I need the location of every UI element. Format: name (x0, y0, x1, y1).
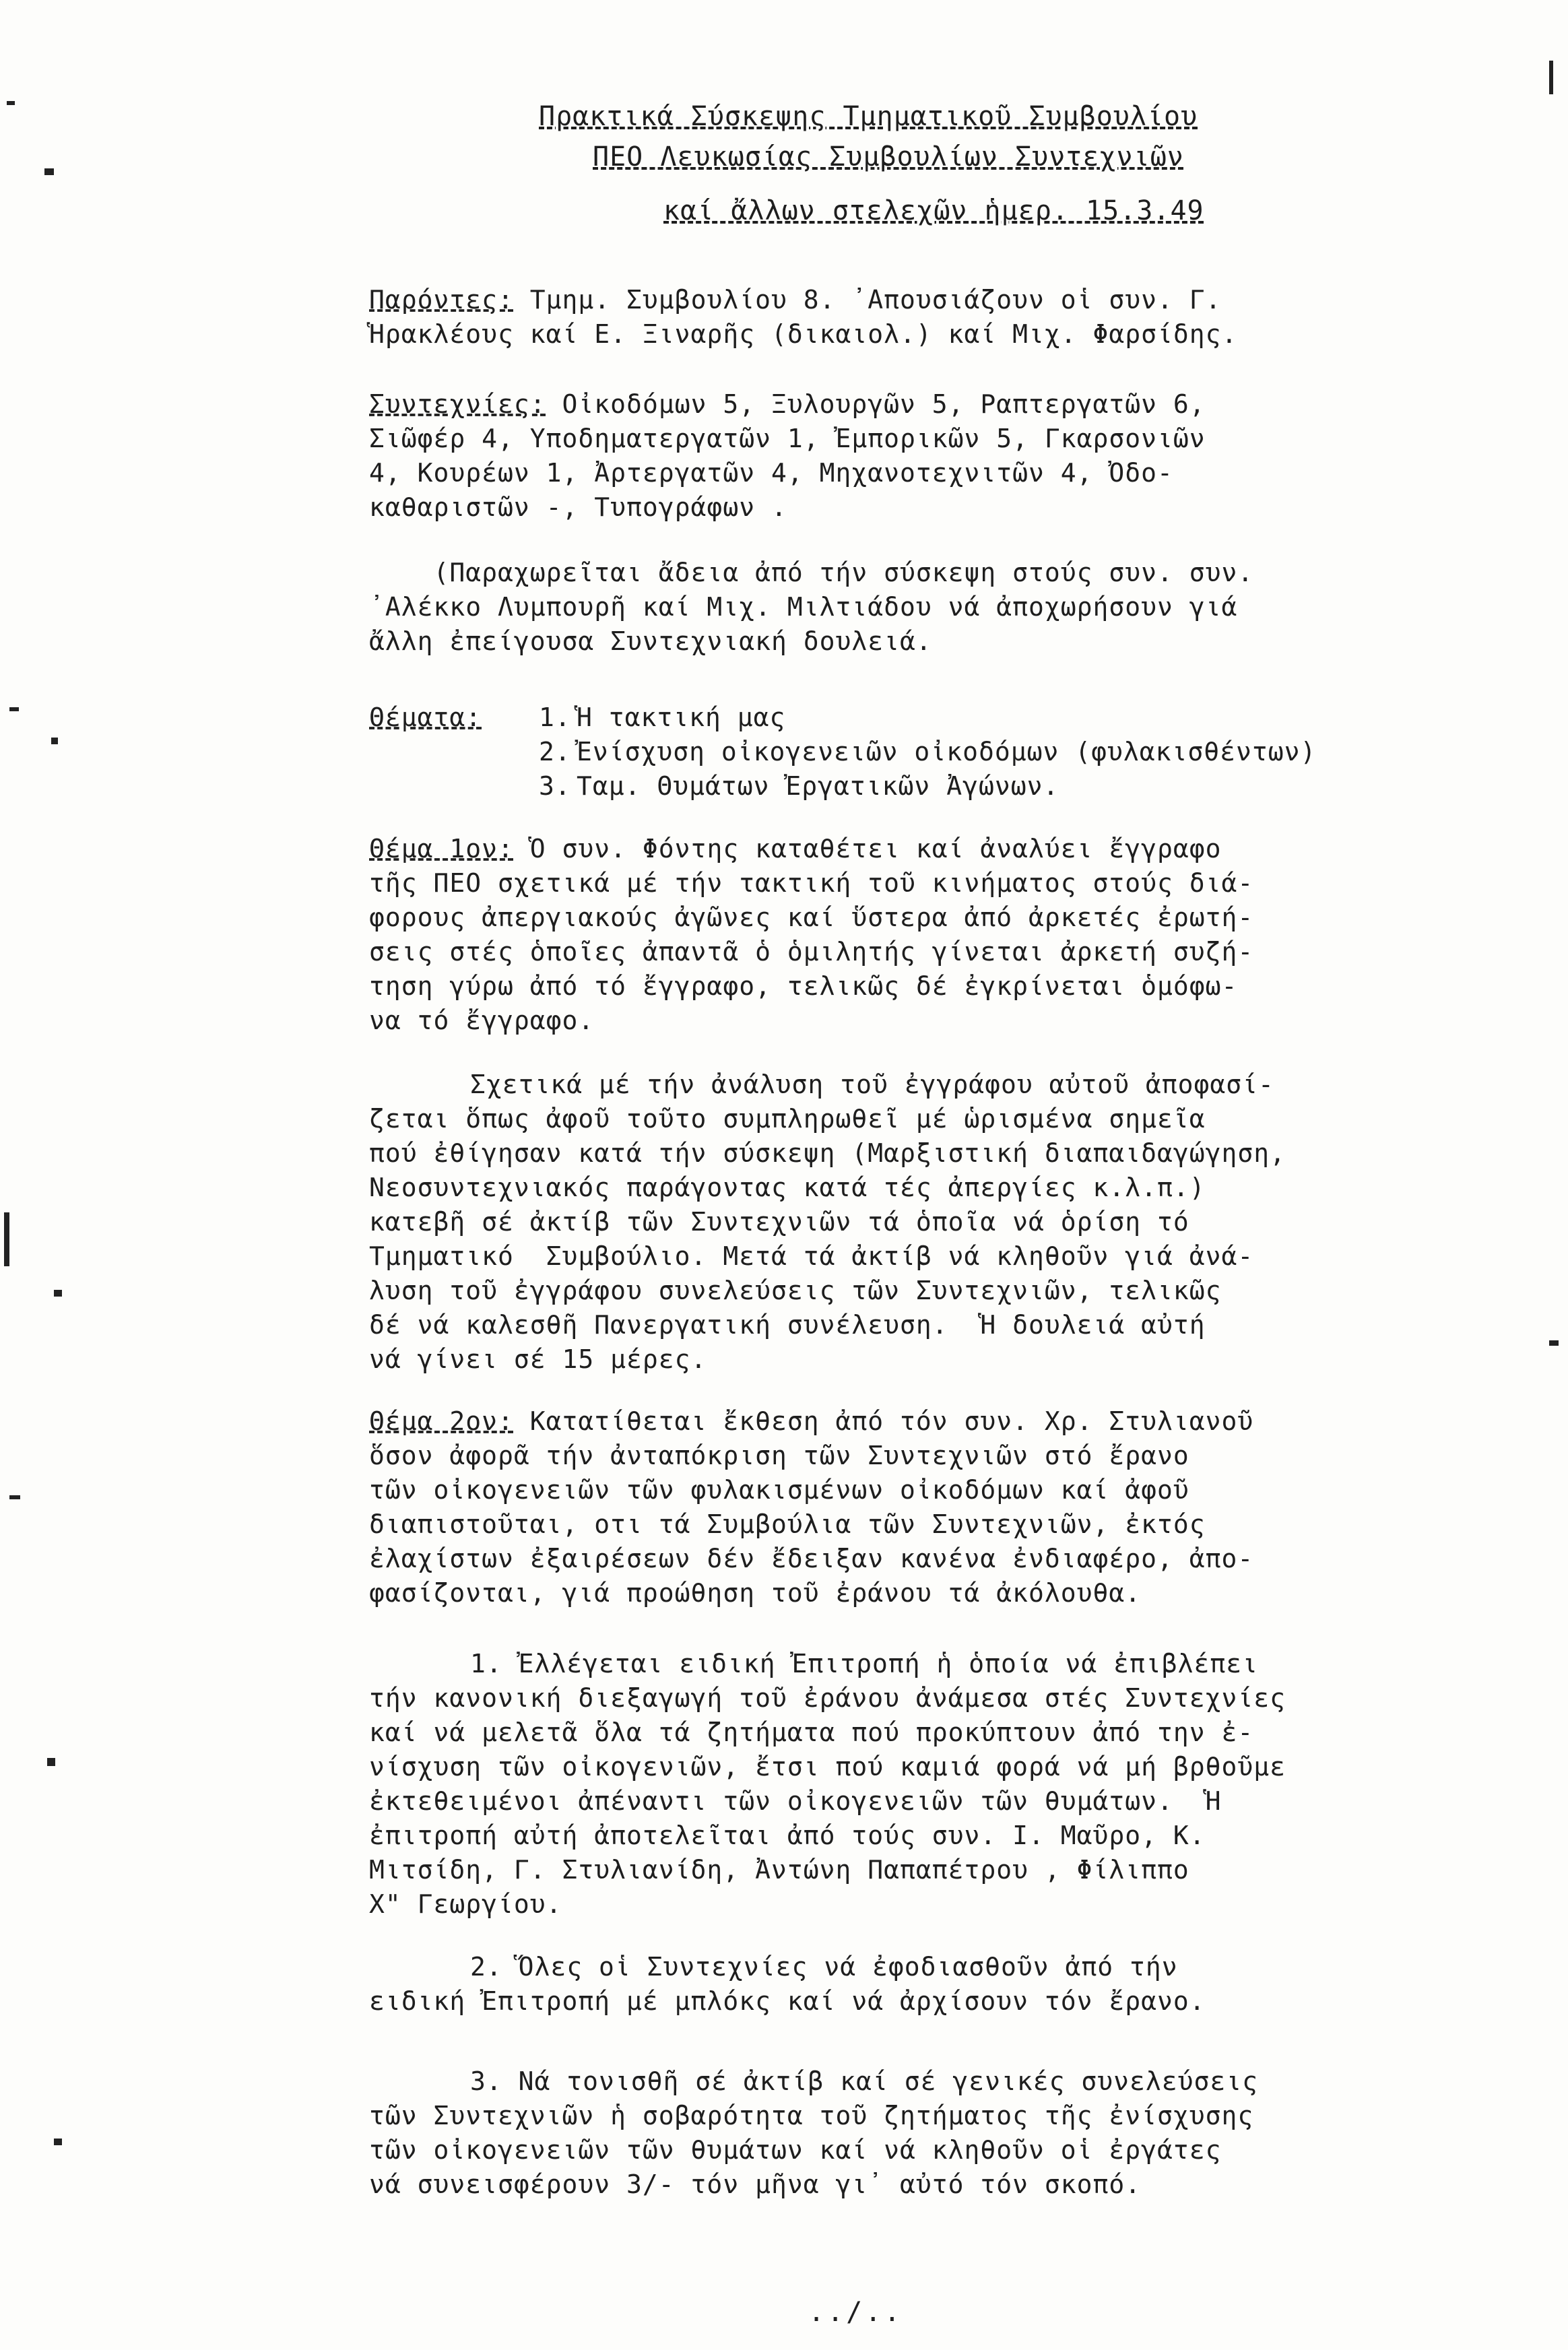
title-line-2: ΠΕΟ Λευκωσίας Συμβουλίων Συντεχνιῶν (593, 141, 1184, 172)
present-section (369, 283, 1528, 352)
scan-mark (44, 168, 54, 175)
scan-mark (7, 101, 15, 105)
topic2-item-2-text: 2. Ὅλες οἱ Συντεχνίες νά ἐφοδιασθοῦν ἀπό τήν ειδική Ἐπιτροπή μέ μπλόκς καί νά ἀρχίσουν τόν ἔρανο. (369, 1952, 1206, 2016)
topic2-item-3-text: 3. Νά τονισθῆ σέ ἀκτίβ καί σέ γενικές συνελεύσεις τῶν Συντεχνιῶν ἡ σοβαρότητα τοῦ ζητήματος τῆς ἐνίσχυσης τῶν οἰκογενειῶν τῶν θυμάτων καί νά κληθοῦν οἱ ἐργάτες νά συνεισφέρουν 3/- τόν μῆνα γι᾽ αὐτό τόν σκοπό. (369, 2066, 1259, 2199)
topic-text: Ταμ. Θυμάτων Ἐργατικῶν Ἀγώνων. (577, 771, 1059, 801)
topics-label: Θέματα: (369, 703, 482, 732)
topic2-item-3 (369, 2064, 1528, 2202)
scan-mark (47, 1758, 55, 1766)
scan-mark (1549, 1340, 1559, 1346)
page-continuation-marker: ../.. (808, 2297, 903, 2328)
topics-list (369, 700, 1316, 804)
topic1-text: Ὁ συν. Φόντης καταθέτει καί ἀναλύει ἔγγραφο τῆς ΠΕΟ σχετικά μέ τήν τακτική τοῦ κινήματος στούς διά- φορους ἀπεργιακούς ἀγῶνες καί ὕστερα ἀπό ἀρκετές ἐρωτή- σεις στές ὁποῖες ἀπαντᾶ ὁ ὁμιλητής γίνεται ἀρκετή συζή- τηση γύρω ἀπό τό ἔγγραφο, τελικῶς δέ ἐγκρίνεται ὁμόφω- να τό ἔγγραφο. (369, 834, 1254, 1035)
unions-text: Οἰκοδόμων 5, Ξυλουργῶν 5, Ραπτεργατῶν 6, Σιῶφέρ 4, Υποδηματεργατῶν 1, Ἐμπορικῶν 5, Γκαρσονιῶν 4, Κουρέων 1, Ἀρτεργατῶν 4, Μηχανοτεχνιτῶν 4, Ὀδο- καθαριστῶν -, Τυπογράφων . (369, 389, 1206, 522)
leave-note: (Παραχωρεῖται ἄδεια ἀπό τήν σύσκεψη στούς συν. συν. ᾽Αλέκκο Λυμπουρῆ καί Μιχ. Μιλτιάδου νά ἀποχωρήσουν γιά ἄλλη ἐπείγουσα Συντεχνιακή δουλειά. (369, 558, 1254, 656)
unions-label: Συντεχνίες: (369, 389, 546, 419)
topic2-item-1 (369, 1647, 1528, 1922)
unions-section (369, 387, 1528, 525)
topic-text: Ἡ τακτική μας (577, 703, 786, 732)
list-item (369, 769, 1316, 804)
topic2-section (369, 1404, 1528, 1610)
scan-mark (54, 1290, 62, 1297)
title-line-1: Πρακτικά Σύσκεψης Τμηματικοῦ Συμβουλίου (539, 101, 1198, 132)
topic2-text: Κατατίθεται ἔκθεση ἀπό τόν συν. Χρ. Στυλιανοῦ ὅσον ἀφορᾶ τήν ἀνταπόκριση τῶν Συντεχνιῶν στό ἔρανο τῶν οἰκογενειῶν τῶν φυλακισμένων οἰκοδόμων καί ἀφοῦ διαπιστοῦται, οτι τά Συμβούλια τῶν Συντεχνιῶν, ἐκτός ἐλαχίστων ἐξαιρέσεων δέν ἔδειξαν κανένα ἐνδιαφέρο, ἀπο- φασίζονται, γιά προώθηση τοῦ ἐράνου τά ἀκόλουθα. (369, 1406, 1254, 1608)
scan-mark (51, 738, 58, 744)
scan-mark (4, 1212, 9, 1266)
scan-mark (9, 1495, 20, 1499)
topic2-item-1-text: 1. Ἐλλέγεται ειδική Ἐπιτροπή ἡ ὁποία νά ἐπιβλέπει τήν κανονική διεξαγωγή τοῦ ἐράνου ἀνάμεσα στές Συντεχνίες καί νά μελετᾶ ὅλα τά ζητήματα πού προκύπτουν ἀπό την ἐ- νίσχυση τῶν οἰκογενιῶν, ἔτσι πού καμιά φορά νά μή βρθοῦμε ἐκτεθειμένοι ἀπέναντι τῶν οἰκογενειῶν τῶν θυμάτων. Ἡ ἐπιτροπή αὐτή ἀποτελεῖται ἀπό τούς συν. Ι. Μαῦρο, Κ. Μιτσίδη, Γ. Στυλιανίδη, Ἀντώνη Παπαπέτρου , Φίλιππο Χ" Γεωργίου. (369, 1649, 1286, 1919)
scan-mark (1549, 61, 1553, 94)
topic1-para2-text: Σχετικά μέ τήν ἀνάλυση τοῦ ἐγγράφου αὐτοῦ ἀποφασί- ζεται ὅπως ἀφοῦ τοῦτο συμπληρωθεῖ μέ ὡρισμένα σημεῖα πού ἐθίγησαν κατά τήν σύσκεψη (Μαρξιστική διαπαιδαγώγηση, Νεοσυντεχνιακός παράγοντας κατά τές ἀπεργίες κ.λ.π.) κατεβῆ σέ ἀκτίβ τῶν Συντεχνιῶν τά ὁποῖα νά ὁρίση τό Τμηματικό Συμβούλιο. Μετά τά ἀκτίβ νά κληθοῦν γιά ἀνά- λυση τοῦ ἐγγράφου συνελεύσεις τῶν Συντεχνιῶν, τελικῶς δέ νά καλεσθῆ Πανεργατική συνέλευση. Ἡ δουλειά αὐτή νά γίνει σέ 15 μέρες. (369, 1070, 1286, 1374)
scan-mark (9, 707, 19, 711)
present-label: Παρόντες: (369, 285, 514, 315)
topic2-label: Θέμα 2ον: (369, 1406, 514, 1436)
topic1-paragraph-2 (369, 1068, 1528, 1377)
topic2-item-2 (369, 1950, 1528, 2019)
topic1-section (369, 832, 1528, 1038)
scan-mark (54, 2139, 62, 2145)
present-text: Τμημ. Συμβουλίου 8. ᾽Απουσιάζουν οἱ συν. Γ. Ἡρακλέους καί Ε. Ξιναρῆς (δικαιολ.) καί Μιχ. Φαρσίδης. (369, 285, 1238, 349)
title-line-3: καί ἄλλων στελεχῶν ἡμερ. 15.3.49 (663, 195, 1204, 226)
list-item (369, 700, 1316, 735)
topic-text: Ἐνίσχυση οἰκογενειῶν οἰκοδόμων (φυλακισθέντων) (577, 737, 1317, 766)
topic-number: 3. (539, 771, 571, 801)
topic1-label: Θέμα 1ον: (369, 834, 514, 863)
list-item (369, 735, 1316, 769)
topic-number: 1. (539, 703, 571, 732)
topic-number: 2. (539, 737, 571, 766)
